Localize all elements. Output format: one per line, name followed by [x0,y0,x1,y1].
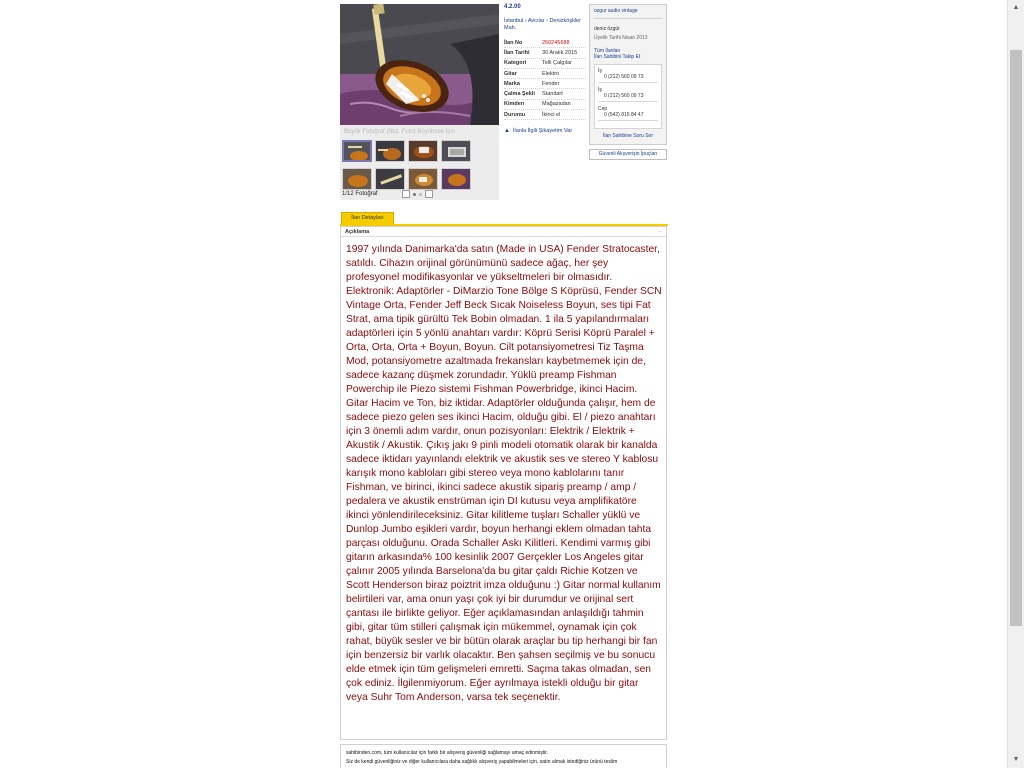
listing-price: 4.2.00 [504,4,521,10]
detail-key: Gitar [504,70,517,77]
detail-value: Telli Çalgılar [542,60,572,67]
description-text: 1997 yılında Danimarka'da satın (Made in USA) Fender Stratocaster, satıldı. Cihazın orijinal görünümünü sadece ağaç, her şey profesyonel modifikasyonlar ve yükseltmeleri bir olmasıdır. Elektronik: Adaptörler - DiMarzio Tone Bölge S Köprüsü, Fender SCN Vintage Orta, Fender Jeff Beck Sıcak Noiseless Boyun, ses tipi Fat Strat, ama tipik gürültü Tek Bobin olmadan. 1 ila 5 yapılandırmaları adaptörleri için 5 yönlü anahtarı vardır: Köprü Serisi Köprü Paralel + Orta, Orta, Orta + Boyun, Boyun. Cilt potansiyometresi Tiz Taşma Mod, potansiyometre azaltmada frekansları kaybetmemek için de, sadece kazanç düşmek zorundadır. Yüklü preamp Fishman Powerchip ile Piezo sistemi Fishman Powerbridge, ikinci Hacim. Gitar Hacim ve Ton, biz iktidar. Adaptörler olduğunda çalışır, hem de sadece piezo gelen ses ikinci Hacim, olduğu gibi. El / piezo anahtarı için 3 önemli adım vardır, onun pozisyonları: Elektrik / Elektrik + Akustik / Akustik. Çıkış jakı 9 pinli modeli otomatik olarak bir kanalda sadece iktidarı yayınlandı elektrik ve akustik ses ve stereo Y kablosu karışık mono kabloları gibi stereo veya mono kablolarını tanır Fishman, ve birinci, ikinci sadece akustik sipariş preamp / amp / pedalera ve akustik enstrüman için DI kutusu veya amplifikatöre ikinci yönlendirileceksiniz. Gitar kilitleme tuşları Schaller yüklü ve Dunlop Jumbo eşikleri vardır, boyun herhangi eklem olmadan tahta parçası olduğunu. Orada Schaller Askı Kilitleri. Kendimi varmış gibi gitarın arkasında% 100 kesinlik 2007 Gerçekler Los Angeles gitar çalınır 2005 yılında Barselona'da bu gitar çaldı Richie Kotzen ve Scott Henderson biraz poiztrit imza olduğunu :) Gitar normal kullanım belirtileri var, ama onun yaşı çok iyi bir durumdur ve orijinal sert çantası ile birlikte geliyor. Eğer açıklamasından anlaşıldığı tahmin gibi, gitar tüm stilleri çalışmak için mükemmel, oynamak için çok rahat, büyük sesler ve bir bütün olarak araçlar bu tip herhangi bir fan için benzersiz bir varlık olacaktır. Ben şahsen seçilmiş ve bu sonucu elde etmek için tüm gelişmeleri emretti. Saçma takas olmadan, sen çok ediniz. İlgilenmiyorum. Eğer ayrılmaya istekli olduğu bir gitar veya Suhr Tom Anderson, varsa tek seçenektir. [346,244,662,703]
detail-row [504,89,586,99]
triangle-up-icon[interactable]: ▲ [1012,4,1020,11]
detail-row [504,100,586,110]
thumbnail[interactable] [441,168,471,190]
safe-shopping-button[interactable]: Güvenli Alışverişin İpuçları [589,149,667,160]
thumbnail[interactable] [408,140,438,162]
detail-value: Elektro [542,70,560,77]
seller-name: deniz özgür [594,26,620,32]
phone-label: İş [598,68,602,74]
pager-prev-button[interactable] [402,190,410,198]
photo-count: 1/12 Fotoğraf [342,191,378,197]
phone-entry [598,87,658,102]
listing-location[interactable]: İstanbul › Avcılar › Denizköşkler Mah. [504,18,581,31]
phone-number[interactable]: 0 (212) 560 09 73 [598,93,658,102]
phone-list [594,64,662,129]
thumbnail[interactable] [375,168,405,190]
detail-value: Mağazadan [542,101,571,108]
ask-seller-link[interactable]: İlan Sahibine Soru Sor [602,133,654,139]
detail-value: İkinci el [542,111,561,118]
detail-key: Çalma Şekli [504,91,535,98]
all-listings-link[interactable] [594,48,662,60]
pager-dot[interactable] [419,193,422,196]
pager-next-button[interactable] [425,190,433,198]
follow-seller-label: İlan Sahibini Takip Et [594,54,641,60]
description-panel [340,226,667,740]
thumbnail-pager [402,190,433,198]
thumbnail[interactable] [375,140,405,162]
phone-label: İş [598,87,602,93]
detail-row [504,69,586,79]
collapse-icon[interactable]: − [658,229,662,235]
thumbnail[interactable] [342,168,372,190]
details-table [504,38,586,120]
member-since: Üyelik Tarihi Nisan 2013 [594,35,648,41]
thumbnail[interactable] [342,140,372,162]
detail-value: Fender [542,80,560,87]
pager-dot[interactable] [413,193,416,196]
detail-key: Kimden [504,101,525,108]
phone-number[interactable]: 0 (212) 560 09 73 [598,74,658,83]
vertical-scrollbar[interactable] [1007,0,1024,768]
safety-notice [340,744,667,768]
all-listings-label: Tüm İlanları [594,48,621,54]
phone-entry [598,68,658,83]
detail-row [504,79,586,89]
seller-store-name[interactable]: ozgur audio vintage [594,8,662,19]
description-header [341,227,666,237]
thumbnail[interactable] [441,140,471,162]
detail-value: Standart [542,91,563,98]
description-heading: Açıklama [345,229,370,235]
safety-notice-line: sahibinden.com, tüm kullanıcılar için farklı bir alışveriş güvenliği sağlamayı amaç edinmiştir. [346,750,549,756]
detail-key: Marka [504,80,520,87]
thumbnail[interactable] [408,168,438,190]
photo-gallery [340,4,499,200]
detail-row [504,59,586,69]
scrollbar-thumb[interactable] [1010,50,1022,626]
report-link[interactable] [504,128,586,134]
detail-value: 250245688 [542,39,570,46]
triangle-down-icon[interactable]: ▼ [1012,756,1020,763]
detail-row [504,48,586,58]
tab-listing-details[interactable]: İlan Detayları [341,212,394,224]
phone-label: Cep [598,106,608,112]
main-photo[interactable] [340,4,499,125]
photo-caption[interactable]: Büyük Fotoğraf (Bkz. Foto) Büyütmek İçin [344,129,456,135]
listing-details [504,4,586,134]
report-link-label: İlanla İlgili Şikayetim Var [512,128,573,135]
phone-entry [598,106,658,121]
phone-number[interactable]: 0 (542) 815 84 47 [598,112,658,121]
warning-icon: ▲ [504,128,510,135]
detail-key: Durumu [504,111,526,118]
detail-row [504,110,586,120]
detail-key: Kategori [504,60,527,67]
listing-page [340,0,668,768]
safety-notice-line: Siz de kendi güvenliğiniz ve diğer kullanıcılara daha sağlıklı alışveriş yapabilmeleri için, satın almak istediğiniz ürünü teslim [346,759,618,765]
detail-key: İlan No [504,39,523,46]
detail-key: İlan Tarihi [504,49,530,56]
detail-value: 30 Aralık 2015 [542,49,578,56]
seller-box [589,4,667,145]
detail-row [504,38,586,48]
